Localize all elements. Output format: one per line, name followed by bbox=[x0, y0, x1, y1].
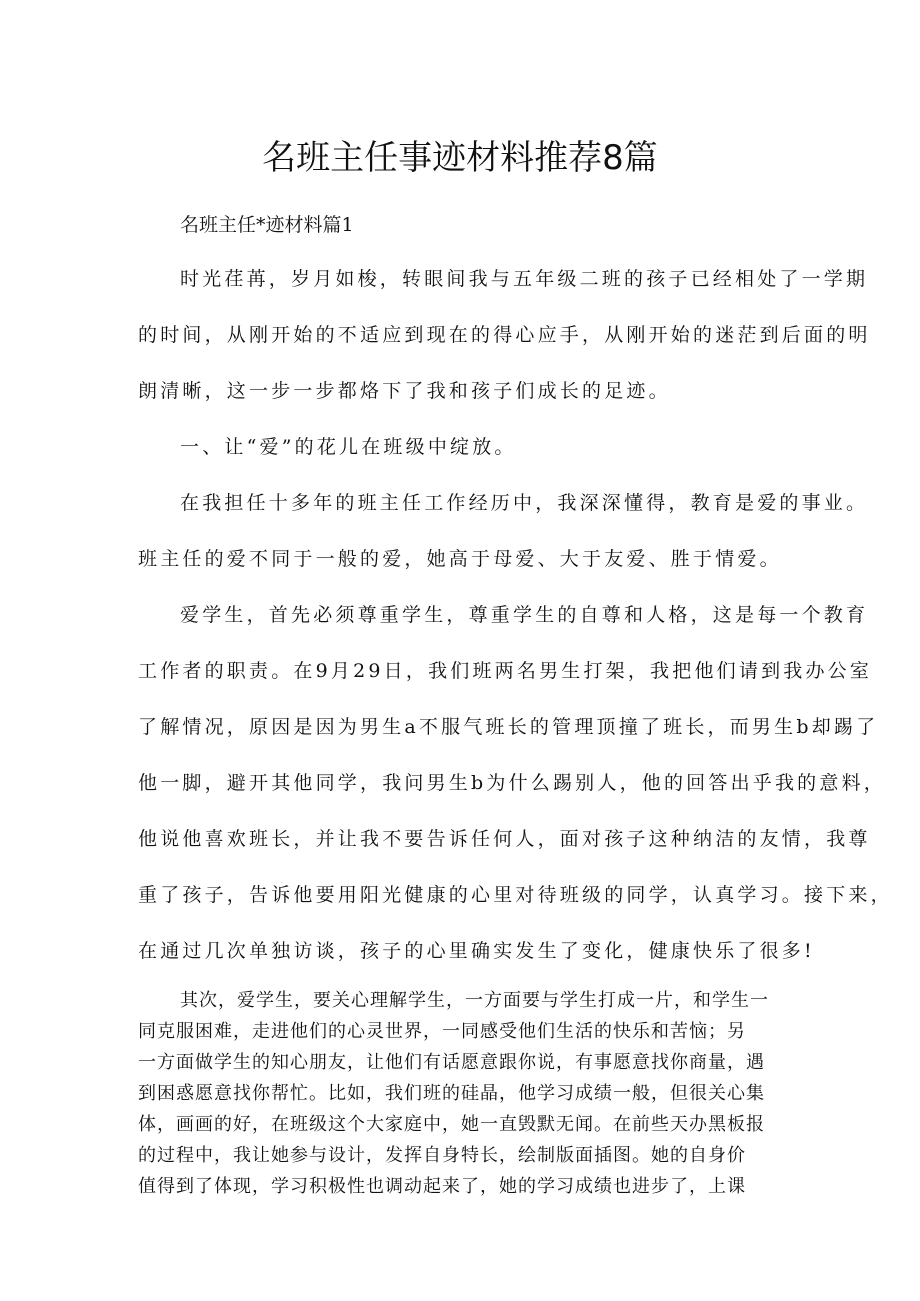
paragraph-line: 到困惑愿意找你帮忙。比如，我们班的硅晶，他学习成绩一般，但很关心集 bbox=[138, 1083, 765, 1104]
paragraph-line: 的时间，从刚开始的不适应到现在的得心应手，从刚开始的迷茫到后面的明 bbox=[138, 324, 871, 346]
paragraph-line: 其次，爱学生，要关心理解学生，一方面要与学生打成一片，和学生一 bbox=[180, 990, 769, 1011]
section-heading: 名班主任*迹材料篇1 bbox=[180, 214, 354, 236]
paragraph-line: 一方面做学生的知心朋友，让他们有话愿意跟你说，有事愿意找你商量，遇 bbox=[138, 1052, 765, 1073]
paragraph-line: 他一脚，避开其他同学，我问男生b为什么踢别人，他的回答出乎我的意料， bbox=[138, 772, 886, 794]
paragraph-line: 时光荏苒，岁月如梭，转眼间我与五年级二班的孩子已经相处了一学期 bbox=[180, 268, 869, 290]
paragraph-line: 了解情况，原因是因为男生a不服气班长的管理顶撞了班长，而男生b却踢了 bbox=[138, 716, 879, 738]
paragraph-line: 在通过几次单独访谈，孩子的心里确实发生了变化，健康快乐了很多! bbox=[138, 940, 815, 962]
paragraph-line: 在我担任十多年的班主任工作经历中，我深深懂得，教育是爱的事业。 bbox=[180, 492, 869, 514]
paragraph-line: 体，画画的好，在班级这个大家庭中，她一直毁默无闻。在前些天办黑板报 bbox=[138, 1114, 765, 1135]
paragraph-line: 值得到了体现，学习积极性也调动起来了，她的学习成绩也进步了，上课 bbox=[138, 1176, 746, 1197]
paragraph-line: 爱学生，首先必须尊重学生，尊重学生的自尊和人格，这是每一个教育 bbox=[180, 604, 869, 626]
document-title: 名班主任事迹材料推荐8篇 bbox=[262, 138, 658, 178]
paragraph-line: 朗清晰，这一步一步都烙下了我和孩子们成长的足迹。 bbox=[138, 380, 671, 402]
subheading-line: 一、让“爱”的花儿在班级中绽放。 bbox=[180, 436, 517, 458]
paragraph-line: 班主任的爱不同于一般的爱，她高于母爱、大于友爱、胜于情爱。 bbox=[138, 548, 782, 570]
paragraph-line: 工作者的职责。在9月29日，我们班两名男生打架，我把他们请到我办公室 bbox=[138, 660, 873, 682]
paragraph-line: 他说他喜欢班长，并让我不要告诉任何人，面对孩子这种纳洁的友情，我尊 bbox=[138, 828, 871, 850]
paragraph-line: 的过程中，我让她参与设计，发挥自身特长，绘制版面插图。她的自身价 bbox=[138, 1145, 746, 1166]
paragraph-line: 重了孩子，告诉他要用阳光健康的心里对待班级的同学，认真学习。接下来， bbox=[138, 884, 893, 906]
paragraph-line: 同克服困难，走进他们的心灵世界，一同感受他们生活的快乐和苦恼；另 bbox=[138, 1021, 746, 1042]
